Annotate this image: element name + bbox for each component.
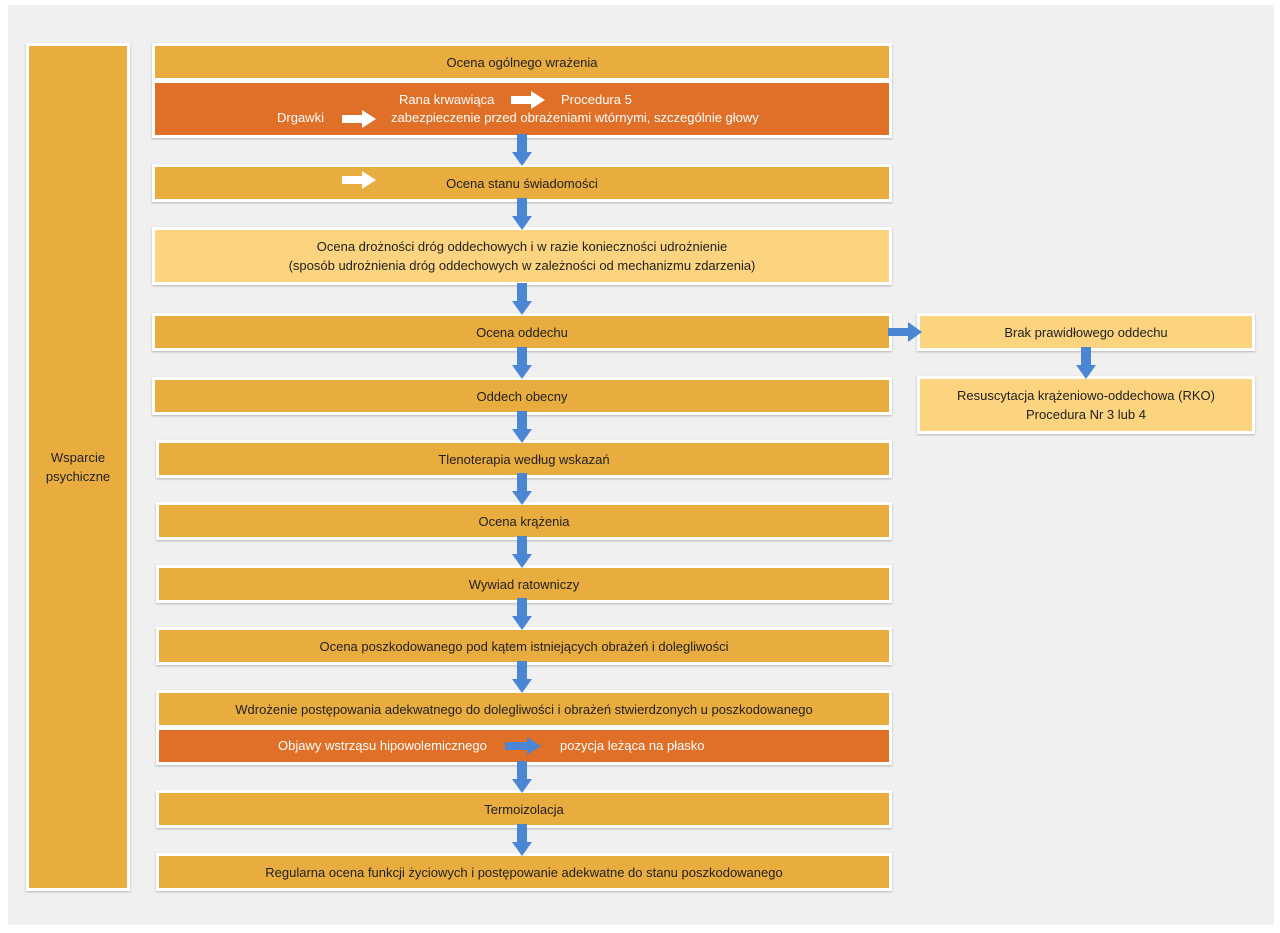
blue-down-arrow-icon: [512, 134, 532, 166]
cpr-line2: Procedura Nr 3 lub 4: [1026, 407, 1146, 422]
no-breathing-box: [917, 313, 1255, 351]
procedure-5-label: Procedura 5: [561, 92, 632, 107]
white-arrow-icon: [342, 110, 376, 128]
blue-down-arrow-icon: [512, 598, 532, 630]
general-impression-label: Ocena ogólnego wrażenia: [446, 54, 598, 70]
blue-arrow-icon: [888, 322, 922, 342]
monitoring-box: [156, 853, 892, 891]
injuries-assessment-label: Ocena poszkodowanego pod kątem istniejących obrażeń i dolegliwości: [319, 638, 729, 654]
blue-down-arrow-icon: [512, 761, 532, 793]
oxygen-therapy-label: Tlenoterapia według wskazań: [438, 451, 610, 467]
airway-box: [152, 227, 892, 285]
side-label-line2: psychiczne: [45, 469, 111, 484]
no-breathing-label: Brak prawidłowego oddechu: [1004, 324, 1168, 340]
consciousness-box: [152, 164, 892, 202]
flat-position-label: pozycja leżąca na płasko: [560, 738, 705, 753]
blue-down-arrow-icon: [512, 283, 532, 315]
blue-down-arrow-icon: [512, 198, 532, 230]
side-label-line1: Wsparcie: [50, 450, 106, 465]
airway-line1: Ocena drożności dróg oddechowych i w razie konieczności udrożnienie: [316, 239, 728, 254]
blue-down-arrow-icon: [512, 347, 532, 379]
general-impression-box: [152, 43, 892, 81]
breathing-present-label: Oddech obecny: [476, 388, 568, 404]
bleeding-seizures-box: [152, 80, 892, 138]
injuries-assessment-box: [156, 627, 892, 665]
cpr-line1: Resuscytacja krążeniowo-oddechowa (RKO): [957, 388, 1215, 403]
cpr-box: [917, 376, 1255, 434]
breathing-present-box: [152, 377, 892, 415]
side-support-box: [26, 43, 130, 891]
consciousness-label: Ocena stanu świadomości: [446, 175, 598, 191]
seizures-label: Drgawki: [277, 110, 324, 125]
treatment-label: Wdrożenie postępowania adekwatnego do dolegliwości i obrażeń stwierdzonych u poszkodowanego: [235, 701, 813, 717]
airway-line2: (sposób udrożnienia dróg oddechowych w zależności od mechanizmu zdarzenia): [288, 258, 756, 273]
blue-down-arrow-icon: [1076, 347, 1096, 379]
white-arrow-icon: [511, 91, 545, 109]
treatment-box: [156, 690, 892, 728]
blue-down-arrow-icon: [512, 411, 532, 443]
blue-down-arrow-icon: [512, 824, 532, 856]
shock-symptoms-label: Objawy wstrząsu hipowolemicznego: [278, 738, 487, 753]
rescue-interview-label: Wywiad ratowniczy: [468, 576, 580, 592]
secondary-injury-label: zabezpieczenie przed obrażeniami wtórnymi, szczególnie głowy: [391, 110, 759, 125]
thermal-insulation-box: [156, 790, 892, 828]
breathing-assessment-label: Ocena oddechu: [476, 324, 568, 340]
circulation-label: Ocena krążenia: [478, 513, 570, 529]
bleeding-label: Rana krwawiąca: [399, 92, 495, 107]
breathing-assessment-box: [152, 313, 892, 351]
monitoring-label: Regularna ocena funkcji życiowych i postępowanie adekwatne do stanu poszkodowanego: [265, 864, 783, 880]
blue-down-arrow-icon: [512, 536, 532, 568]
blue-down-arrow-icon: [512, 661, 532, 693]
blue-down-arrow-icon: [512, 473, 532, 505]
circulation-box: [156, 502, 892, 540]
thermal-insulation-label: Termoizolacja: [484, 801, 564, 817]
white-arrow-icon: [342, 171, 376, 189]
blue-arrow-icon: [505, 737, 541, 755]
